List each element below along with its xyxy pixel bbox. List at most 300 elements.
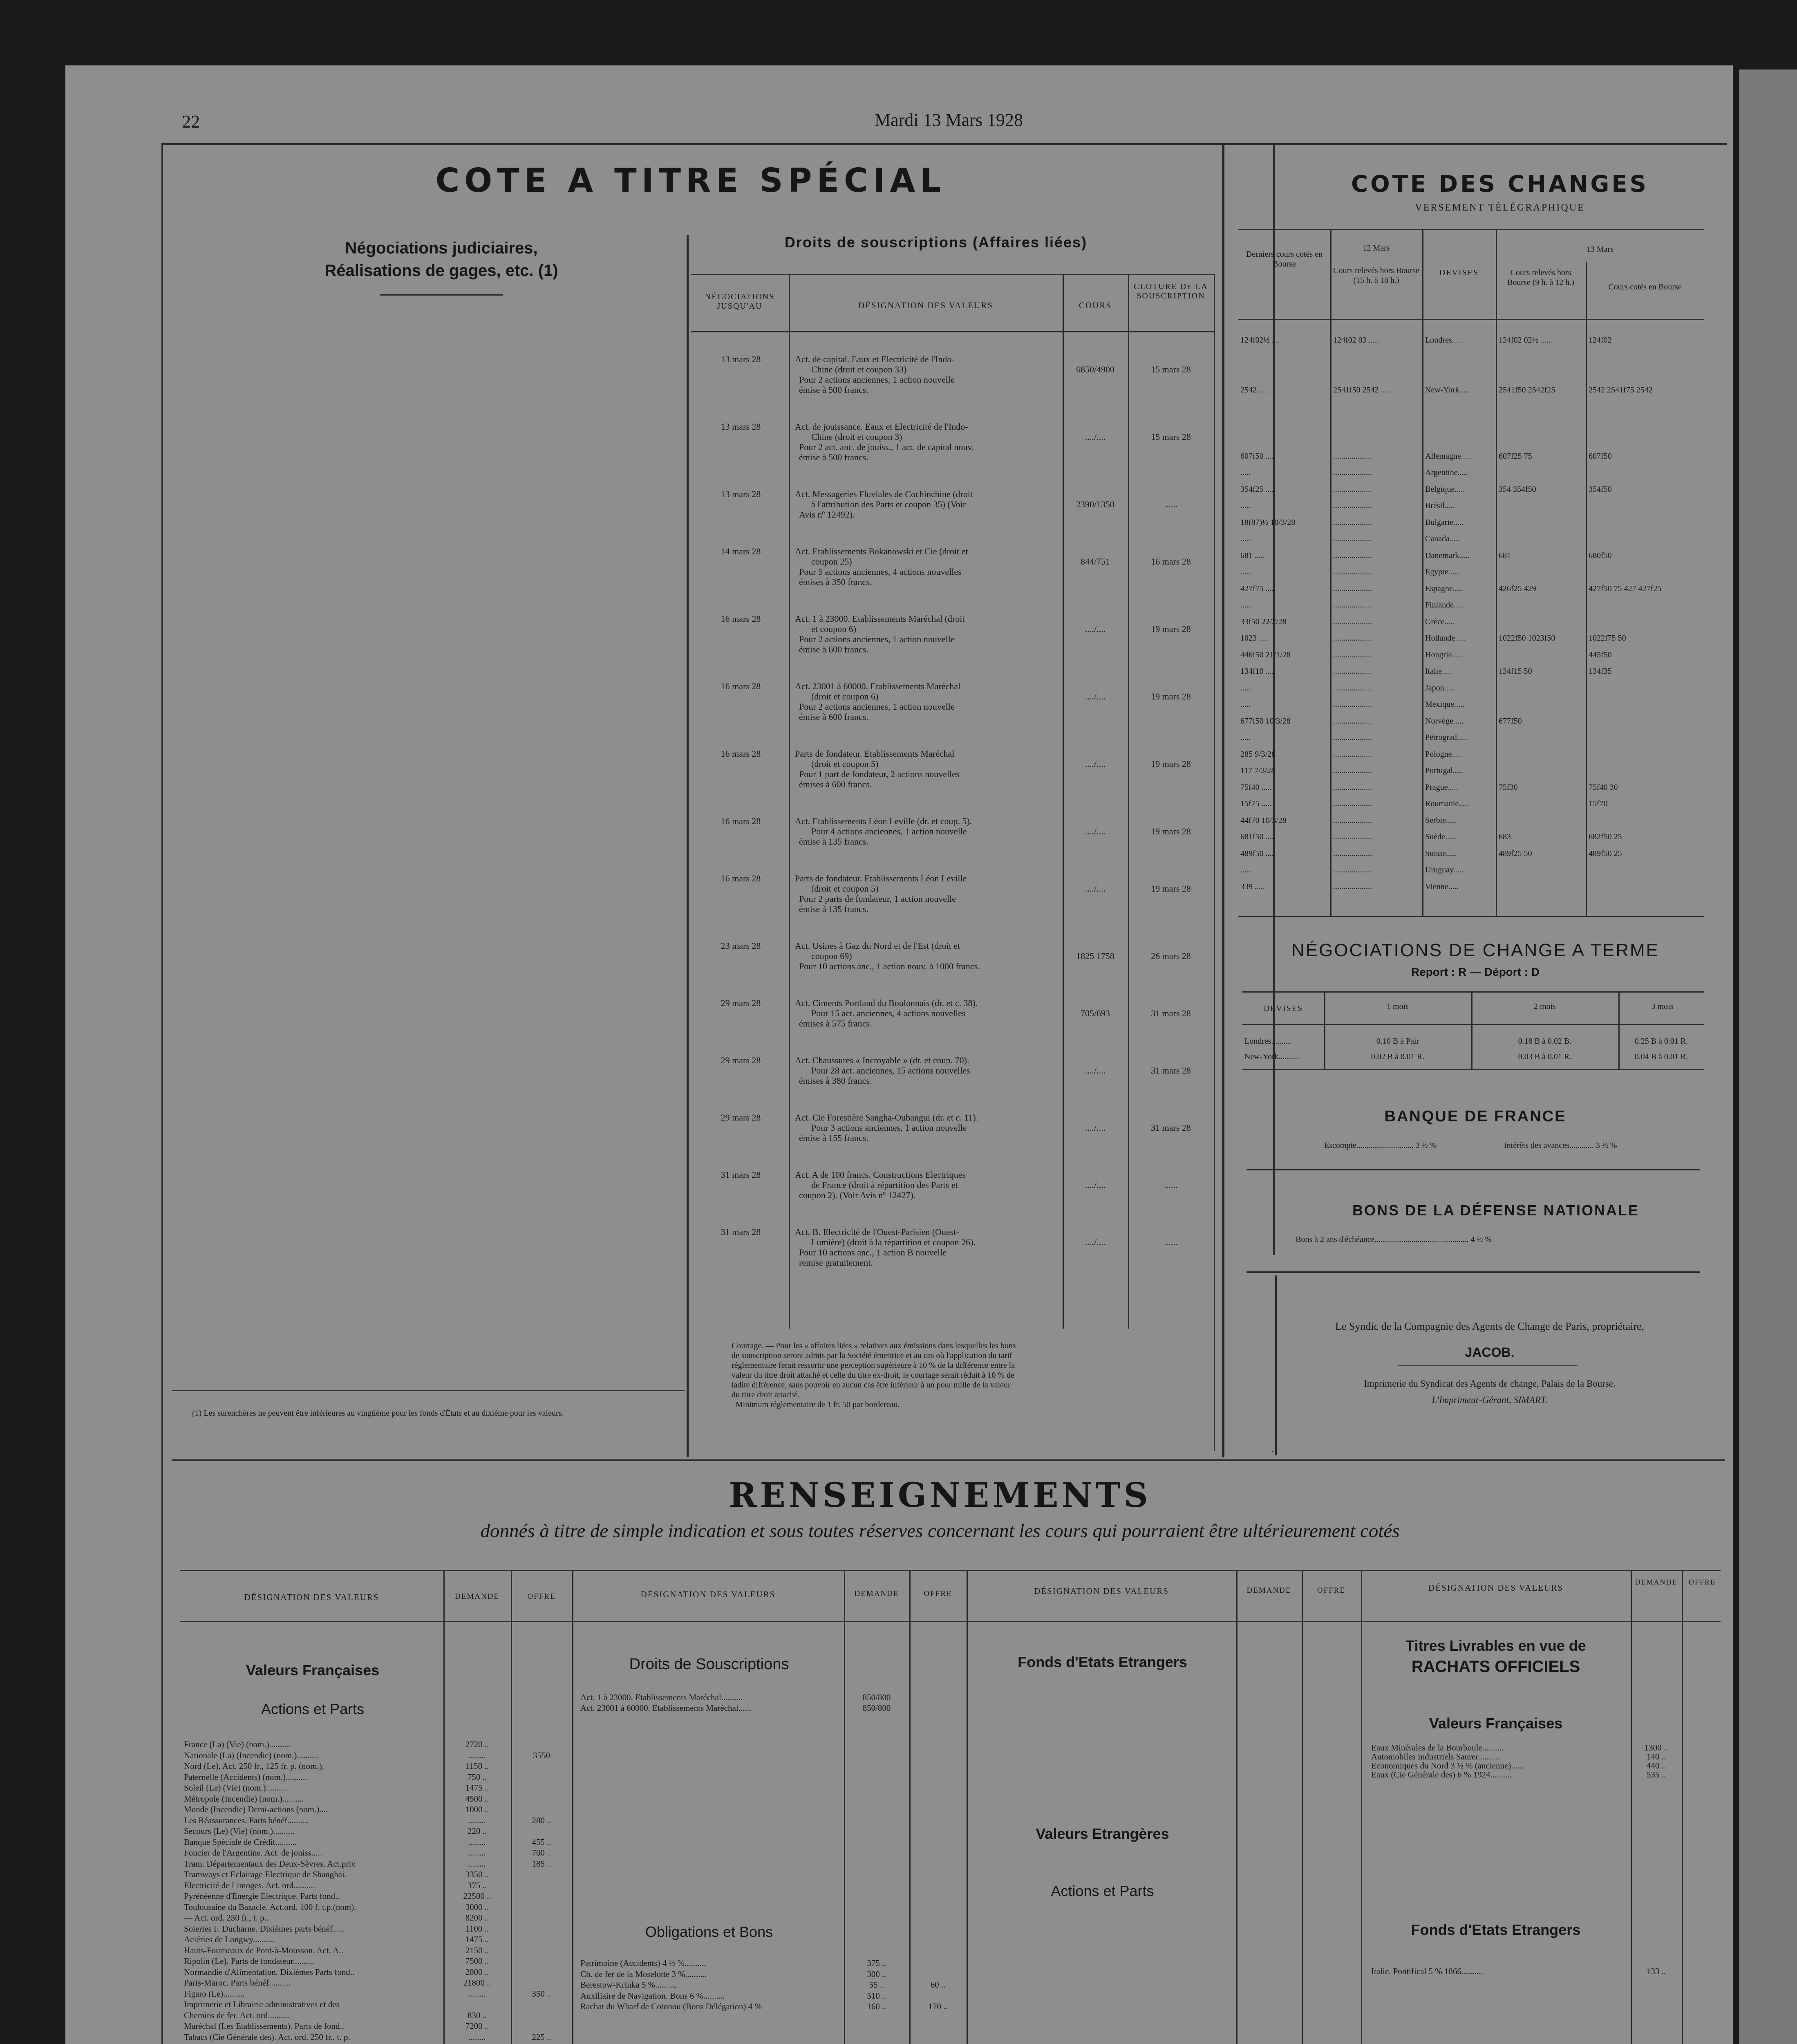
- rens-item-name: Ch. de fer de la Moselotte 3 %..........: [580, 1969, 707, 1979]
- changes-13mars-hors: 1022f50 1023f50: [1499, 634, 1555, 643]
- changes-13mars-cotes: 2542 2541f75 2542: [1589, 385, 1653, 394]
- changes-12mars: ...................: [1333, 484, 1372, 494]
- droits-designation-line: Pour 2 actions anciennes, 1 action nouvelle: [799, 634, 955, 644]
- droits-date: 16 mars 28: [721, 681, 761, 691]
- droits-designation-line: Act. de jouissance. Eaux et Electricité de l'Indo-: [795, 421, 968, 432]
- rens-rule-b2: [909, 1570, 911, 2044]
- changes-devise: Uruguay.....: [1425, 865, 1464, 874]
- terme-header-rule: [1242, 1024, 1704, 1025]
- changes-13mars-cotes: 445f50: [1589, 650, 1612, 659]
- rens-item-name: France (La) (Vie) (nom.)..........: [184, 1739, 291, 1749]
- droits-date: 16 mars 28: [721, 614, 761, 624]
- changes-col-rule-1: [1330, 229, 1332, 916]
- rens-item-offre: 225 ..: [532, 2032, 551, 2042]
- col-designation: DÉSIGNATION DES VALEURS: [858, 300, 993, 310]
- c3-actions-parts-heading: Actions et Parts: [1051, 1883, 1154, 1899]
- changes-devise: New-York.....: [1425, 385, 1470, 394]
- droits-cours: ..../....: [1085, 1180, 1106, 1190]
- rens-item-name: Chemins de fer. Act. ord..........: [184, 2010, 289, 2020]
- rens-col-demande-2: DEMANDE: [854, 1589, 899, 1598]
- changes-derniers: 677f50 10/3/28: [1240, 716, 1291, 726]
- rens-col-desig-3: DÉSIGNATION DES VALEURS: [1034, 1586, 1169, 1596]
- rens-item-name: Economiques du Nord 3 ½ % (ancienne)......: [1371, 1761, 1524, 1771]
- changes-devise: Japon.....: [1425, 683, 1455, 693]
- rens-item-demande: 160 ..: [867, 2001, 886, 2011]
- rens-item-name: Monde (Incendie) Demi-actions (nom.)....: [184, 1804, 328, 1814]
- rens-item-demande: ........: [468, 1858, 486, 1869]
- courtage-line: de souscription seront admis par la Société émettrice et au cas où l'application du tarif: [732, 1351, 1012, 1360]
- droits-top-rule: [691, 274, 1214, 275]
- changes-derniers: 607f50 .....: [1240, 451, 1276, 461]
- droits-designation-line: de France (droit à répartition des Parts et: [811, 1180, 958, 1190]
- changes-13mars-cotes: 682f50 25: [1589, 832, 1622, 841]
- droits-designation-line: Lumière) (droit à la répartition et coupon 26).: [811, 1237, 976, 1247]
- changes-12mars: ...................: [1333, 733, 1372, 742]
- changes-derniers: 285 9/3/28: [1240, 749, 1276, 759]
- col-12mars: 12 Mars: [1363, 244, 1390, 253]
- left-subdivider: [687, 235, 689, 1457]
- changes-13mars-cotes: 1022f75 50: [1589, 634, 1626, 643]
- changes-13mars-cotes: 134f35: [1589, 667, 1612, 676]
- droits-col-rule-1: [789, 274, 790, 1329]
- rens-rule-d2: [1682, 1570, 1683, 2044]
- changes-derniers: 427f75 .....: [1240, 584, 1276, 593]
- top-rule: [161, 143, 1727, 145]
- changes-12mars: ...................: [1333, 799, 1372, 808]
- rens-item-demande: 375 ..: [867, 1958, 886, 1968]
- courtage-line: Courtage. — Pour les « affaires liées » relatives aux émissions dans lesquelles les bons: [732, 1341, 1016, 1350]
- rens-item-name: Berestow-Krinka 5 %..........: [580, 1980, 677, 1990]
- terme-1mois: 0.02 B à 0.01 R.: [1371, 1052, 1425, 1061]
- changes-13mars-cotes: 75f40 30: [1589, 782, 1618, 792]
- changes-devise: Espagne.....: [1425, 584, 1463, 593]
- droits-date: 31 mars 28: [721, 1227, 761, 1237]
- rens-item-demande: 850/800: [862, 1703, 891, 1713]
- rens-item-name: Act. 1 à 23000. Etablissements Maréchal..........: [580, 1692, 743, 1702]
- droits-designation-line: Act. 1 à 23000. Etablissements Maréchal (droit: [795, 614, 965, 624]
- rens-col-demande-4: DEMANDE: [1635, 1578, 1678, 1586]
- col-cloture: CLOTURE DE LA SOUSCRIPTION: [1134, 282, 1208, 300]
- droits-cloture: 31 mars 28: [1151, 1008, 1191, 1018]
- changes-derniers: .....: [1240, 468, 1251, 477]
- rens-item-name: Aciéries de Longwy..........: [184, 1934, 275, 1944]
- rens-item-name: Pyrénéenne d'Energie Electrique. Parts fond..: [184, 1891, 340, 1901]
- terme-devise: Londres..........: [1244, 1037, 1292, 1046]
- changes-devise: Norvège.....: [1425, 716, 1464, 726]
- droits-right-rule: [1214, 274, 1215, 1451]
- droits-cloture: 15 mars 28: [1151, 432, 1191, 442]
- courtage-line: du titre droit attaché.: [732, 1390, 800, 1399]
- changes-12mars: ...................: [1333, 749, 1372, 759]
- rens-item-demande: 375 ..: [467, 1880, 487, 1890]
- droits-designation-line: émises à 380 francs.: [799, 1076, 872, 1086]
- changes-12mars: ...................: [1333, 700, 1372, 709]
- changes-12mars: ...................: [1333, 551, 1372, 560]
- banque-escompte: Escompte............................ 3 ½ %: [1324, 1141, 1437, 1150]
- c1-actions-parts: Actions et Parts: [261, 1701, 365, 1717]
- cote-special-title: COTE A TITRE SPÉCIAL: [435, 161, 946, 199]
- rens-item-demande: 22500 ..: [463, 1891, 491, 1901]
- changes-derniers: .....: [1240, 501, 1251, 510]
- terme-col-3mois: 3 mois: [1651, 1002, 1674, 1011]
- droits-date: 16 mars 28: [721, 873, 761, 883]
- rens-item-name: Les Réassurances. Parts bénéf..........: [184, 1815, 309, 1825]
- droits-designation-line: Parts de fondateur. Etablissements Maréchal: [795, 749, 955, 759]
- spacer: [1272, 1451, 1273, 1452]
- droits-designation-line: Chine (droit et coupon 33): [811, 364, 907, 374]
- c2-obligations-heading: Obligations et Bons: [645, 1923, 773, 1940]
- rens-item-offre: 700 ..: [532, 1848, 551, 1858]
- terme-3mois: 0.04 B à 0.01 R.: [1634, 1052, 1688, 1061]
- bons-title: BONS DE LA DÉFENSE NATIONALE: [1352, 1202, 1640, 1219]
- changes-derniers: 1023 .....: [1240, 634, 1269, 643]
- rens-item-demande: 510 ..: [867, 1990, 886, 2001]
- changes-13mars-hors: 75f30: [1499, 782, 1518, 792]
- changes-devise: Serbie.....: [1425, 816, 1457, 825]
- droits-designation-line: Act. de capital. Eaux et Electricité de l'Indo-: [795, 354, 955, 364]
- changes-derniers: 44f70 10/3/28: [1240, 816, 1287, 825]
- terme-col-2mois: 2 mois: [1534, 1002, 1556, 1011]
- rens-item-demande: 1475 ..: [465, 1934, 489, 1944]
- changes-devise: Suisse.....: [1425, 849, 1457, 858]
- droits-cours: ..../....: [1085, 883, 1106, 894]
- col-13mars-sub1: Cours relevés hors Bourse (9 h. à 12 h.): [1507, 268, 1574, 287]
- changes-12mars: 2541f50 2542 .....: [1333, 385, 1391, 394]
- terme-devise: New-York..........: [1244, 1052, 1299, 1061]
- rens-item-name: Tramways et Eclairage Electrique de Shanghai.: [184, 1869, 347, 1879]
- negociations-heading: Négociations judiciaires,: [345, 239, 538, 257]
- changes-bottom-rule: [1238, 916, 1704, 917]
- droits-date: 16 mars 28: [721, 749, 761, 759]
- terme-col-1mois: 1 mois: [1387, 1002, 1409, 1011]
- changes-subtitle: VERSEMENT TÉLÉGRAPHIQUE: [1415, 202, 1585, 213]
- changes-devise: Canada.....: [1425, 534, 1460, 543]
- rens-item-demande: 140 ..: [1646, 1752, 1666, 1762]
- rens-item-demande: 830 ..: [467, 2010, 487, 2020]
- changes-12mars: ...................: [1333, 601, 1372, 610]
- realisations-heading: Réalisations de gages, etc. (1): [324, 262, 558, 280]
- col-13mars: 13 Mars: [1586, 245, 1614, 254]
- rens-col-offre-3: OFFRE: [1317, 1586, 1346, 1595]
- droits-designation-line: émise à 500 francs.: [799, 385, 868, 395]
- droits-cloture: ......: [1164, 1237, 1178, 1247]
- rens-item-demande: 8200 ..: [465, 1913, 489, 1923]
- droits-designation-line: Act. Etablissements Léon Leville (dr. et coup. 5).: [795, 816, 972, 826]
- rens-rule-a1: [443, 1570, 445, 2044]
- changes-derniers: 2542 .....: [1240, 385, 1269, 394]
- rens-item-demande: 750 ..: [467, 1772, 487, 1782]
- rens-item-demande: 3000 ..: [465, 1902, 489, 1912]
- droits-designation-line: Pour 10 actions anc., 1 action B nouvelle: [799, 1247, 947, 1257]
- droits-cours: 844/751: [1080, 556, 1110, 567]
- changes-derniers: 681f50 .....: [1240, 832, 1276, 841]
- rens-item-demande: ........: [468, 1750, 486, 1760]
- rens-item-demande: 133 ..: [1646, 1966, 1666, 1976]
- droits-designation-line: Act. Chaussures « Incroyable » (dr. et coup. 70).: [795, 1055, 969, 1065]
- col-12mars-sub: Cours relevés hors Bourse (15 h. à 18 h.): [1333, 266, 1419, 285]
- rens-item-demande: ........: [468, 1988, 486, 1999]
- droits-designation-line: Pour 28 act. anciennes, 15 actions nouvelles: [811, 1065, 970, 1076]
- rens-item-offre: 170 ..: [928, 2001, 948, 2011]
- rens-item-name: Eaux (Cie Générale des) 6 % 1924..........: [1371, 1770, 1512, 1780]
- droits-date: 16 mars 28: [721, 816, 761, 826]
- rens-header-bottom-rule: [180, 1621, 1721, 1622]
- changes-12mars: ...................: [1333, 683, 1372, 693]
- droits-designation-line: Act. Ciments Portland du Boulonnais (dr. et c. 38).: [795, 998, 978, 1008]
- changes-devise: Portugal.....: [1425, 766, 1463, 775]
- c4-titres-livrables: Titres Livrables en vue de: [1405, 1637, 1586, 1654]
- changes-derniers: 117 7/3/28: [1240, 766, 1276, 775]
- rens-item-offre: 185 ..: [532, 1858, 551, 1869]
- droits-designation-line: Chine (droit et coupon 3): [811, 432, 902, 442]
- droits-designation-line: Avis nº 12492).: [799, 509, 855, 520]
- droits-date: 13 mars 28: [721, 421, 761, 432]
- rens-rule-a2: [511, 1570, 512, 2044]
- droits-designation-line: Act. 23001 à 60000. Etablissements Maréchal: [795, 681, 961, 691]
- droits-designation-line: coupon 25): [811, 556, 852, 567]
- rens-item-demande: 7500 ..: [465, 1956, 489, 1966]
- droits-date: 14 mars 28: [721, 546, 761, 556]
- droits-designation-line: remise gratuitement.: [799, 1257, 873, 1268]
- rens-item-demande: ........: [468, 1837, 486, 1847]
- c2-droits-heading: Droits de Souscriptions: [629, 1656, 789, 1673]
- col-devises: DEVISES: [1439, 268, 1479, 277]
- rens-item-name: Toulousaine du Bazacle. Act.ord. 100 f. t.p.(nom).: [184, 1902, 356, 1912]
- changes-12mars: ...................: [1333, 865, 1372, 874]
- rens-item-demande: 535 ..: [1646, 1770, 1666, 1780]
- changes-derniers: 446f50 21/1/28: [1240, 650, 1291, 659]
- changes-12mars: ...................: [1333, 782, 1372, 792]
- rens-item-name: Figaro (Le)..........: [184, 1988, 245, 1999]
- rens-item-demande: 1000 ..: [465, 1804, 489, 1814]
- droits-designation-line: Act. A de 100 francs. Constructions Electriques: [795, 1170, 966, 1180]
- changes-12mars: 124f02 03 .....: [1333, 336, 1379, 345]
- rens-item-demande: 1300 ..: [1644, 1743, 1668, 1753]
- changes-12mars: ...................: [1333, 816, 1372, 825]
- droits-cloture: 19 mars 28: [1151, 624, 1191, 634]
- rens-item-name: Tabacs (Cie Générale des). Act. ord. 250 fr., t. p.: [184, 2032, 350, 2042]
- droits-designation-line: à l'attribution des Parts et coupon 35) (Voir: [811, 499, 966, 509]
- droits-cloture: 19 mars 28: [1151, 883, 1191, 894]
- droits-cours: 705/693: [1080, 1008, 1110, 1018]
- rens-item-offre: 350 ..: [532, 1988, 551, 1999]
- terme-subtitle: Report : R — Déport : D: [1411, 966, 1540, 978]
- rens-rule-d1: [1631, 1570, 1632, 2044]
- droits-cours: 1825 1758: [1076, 951, 1114, 961]
- droits-designation-line: Act. Usines à Gaz du Nord et de l'Est (droit et: [795, 941, 960, 951]
- droits-col-rule-3: [1128, 274, 1129, 1329]
- droits-cloture: 19 mars 28: [1151, 691, 1191, 702]
- rens-rule-c2: [1302, 1570, 1303, 2044]
- changes-devise: Suède.....: [1425, 832, 1455, 841]
- droits-designation-line: émise à 155 francs.: [799, 1133, 868, 1143]
- changes-devise: Pétrograd.....: [1425, 733, 1467, 742]
- changes-top-rule: [1238, 229, 1704, 230]
- droits-designation-line: émises à 575 francs.: [799, 1018, 872, 1029]
- changes-devise: Grèce.....: [1425, 617, 1455, 626]
- rens-rule-a3: [572, 1570, 573, 2044]
- terme-col-devises: DEVISES: [1263, 1004, 1303, 1013]
- changes-13mars-hors: 134f15 50: [1499, 667, 1532, 676]
- changes-13mars-hors: 677f50: [1499, 716, 1522, 726]
- droits-cloture: 16 mars 28: [1151, 556, 1191, 567]
- droits-designation-line: et coupon 6): [811, 624, 856, 634]
- droits-designation-line: Pour 2 act. anc. de jouiss., 1 act. de capital nouv.: [799, 442, 974, 452]
- droits-designation-line: émise à 600 francs.: [799, 644, 868, 654]
- changes-derniers: 33f50 22/2/28: [1240, 617, 1287, 626]
- rens-col-desig-2: DÉSIGNATION DES VALEURS: [640, 1589, 776, 1599]
- droits-cloture: 31 mars 28: [1151, 1123, 1191, 1133]
- footnote-rule: [172, 1390, 685, 1391]
- droits-date: 29 mars 28: [721, 998, 761, 1008]
- rens-col-offre-4: OFFRE: [1688, 1578, 1716, 1586]
- rens-item-name: Imprimerie et Librairie administratives et des: [184, 1999, 340, 2009]
- droits-designation-line: (droit et coupon 5): [811, 883, 879, 894]
- droits-designation-line: (droit et coupon 6): [811, 691, 879, 702]
- changes-derniers: 15f75 .....: [1240, 799, 1272, 808]
- rens-item-name: — Act. ord. 250 fr., t. p..: [184, 1913, 269, 1923]
- rens-item-name: Automobiles Industriels Saurer..........: [1371, 1752, 1499, 1762]
- changes-13mars-hors: 354 354f50: [1499, 484, 1536, 494]
- changes-12mars: ...................: [1333, 518, 1372, 527]
- changes-derniers: .....: [1240, 733, 1251, 742]
- changes-devise: Roumanie.....: [1425, 799, 1469, 808]
- banque-title: BANQUE DE FRANCE: [1384, 1108, 1567, 1125]
- rens-item-name: Paternelle (Accidents) (nom.)..........: [184, 1772, 307, 1782]
- rens-item-name: Foncier de l'Argentine. Act. de jouiss.....: [184, 1848, 322, 1858]
- rens-item-demande: 220 ..: [467, 1826, 487, 1836]
- changes-derniers: 134f10 .....: [1240, 667, 1276, 676]
- droits-designation-line: émise à 135 francs.: [799, 904, 868, 914]
- droits-cloture: ......: [1164, 1180, 1178, 1190]
- changes-devise: Allemagne.....: [1425, 451, 1471, 461]
- changes-devise: Danemark.....: [1425, 551, 1470, 560]
- rens-item-demande: 440 ..: [1646, 1761, 1666, 1771]
- changes-devise: Belgique.....: [1425, 484, 1465, 494]
- droits-designation-line: (droit et coupon 5): [811, 759, 879, 769]
- changes-derniers: .....: [1240, 700, 1251, 709]
- syndic-name: JACOB.: [1465, 1345, 1515, 1360]
- changes-derniers: 354f25 .....: [1240, 484, 1276, 494]
- col-derniers: Derniers cours cotés en Bourse: [1246, 250, 1323, 269]
- rens-item-demande: 1100 ..: [465, 1923, 489, 1934]
- rens-col-desig-4: DÉSIGNATION DES VALEURS: [1428, 1583, 1563, 1593]
- changes-12mars: ...................: [1333, 882, 1372, 891]
- terme-col-rule-1: [1324, 991, 1325, 1069]
- droits-date: 13 mars 28: [721, 489, 761, 499]
- changes-13mars-cotes: 354f50: [1589, 484, 1612, 494]
- rens-item-demande: 1475 ..: [465, 1783, 489, 1793]
- changes-13mars-cotes: 124f02: [1589, 336, 1612, 345]
- page-number: 22: [182, 112, 200, 132]
- changes-13mars-cotes: 489f50 25: [1589, 849, 1622, 858]
- rens-item-name: Banque Spéciale de Crédit..........: [184, 1837, 297, 1847]
- droits-cours: ..../....: [1085, 1065, 1106, 1076]
- terme-2mois: 0.03 B à 0.01 R.: [1518, 1052, 1572, 1061]
- changes-13mars-hors: 426f25 429: [1499, 584, 1536, 593]
- rens-item-demande: 3350 ..: [465, 1869, 489, 1879]
- droits-cours: ..../....: [1085, 826, 1106, 836]
- droits-designation-line: Act. Cie Forestière Sangha-Oubangui (dr. et c. 11).: [795, 1112, 978, 1123]
- changes-12mars: ...................: [1333, 667, 1372, 676]
- col-13mars-sub2: Cours cotés en Bourse: [1608, 282, 1682, 291]
- droits-designation-line: Pour 15 act. anciennes, 4 actions nouvelles: [811, 1008, 966, 1018]
- droits-designation-line: émises à 350 francs.: [799, 577, 872, 587]
- col-negociations: NÉGOCIATIONS JUSQU'AU: [705, 292, 775, 311]
- changes-13mars-cotes: 15f70: [1589, 799, 1608, 808]
- rens-item-name: Auxiliaire de Navigation. Bons 6 %..........: [580, 1990, 725, 2001]
- bons-rule: [1246, 1271, 1700, 1273]
- rens-item-demande: 7200 ..: [465, 2021, 489, 2031]
- rens-col-desig-1: DÉSIGNATION DES VALEURS: [244, 1592, 379, 1602]
- changes-13mars-hors: 489f25 50: [1499, 849, 1532, 858]
- droits-designation-line: Pour 4 actions anciennes, 1 action nouvelle: [811, 826, 967, 836]
- changes-devise: Brésil.....: [1425, 501, 1455, 510]
- changes-12mars: ...................: [1333, 501, 1372, 510]
- changes-devise: Mexique.....: [1425, 700, 1465, 709]
- changes-left-rule: [1273, 143, 1275, 1255]
- left-frame-rule: [161, 143, 163, 2044]
- column-divider: [1222, 143, 1224, 1457]
- terme-title: NÉGOCIATIONS DE CHANGE A TERME: [1291, 940, 1660, 960]
- rens-header-top-rule: [180, 1570, 1721, 1571]
- changes-12mars: ...................: [1333, 451, 1372, 461]
- changes-12mars: ...................: [1333, 468, 1372, 477]
- changes-devise: Italie.....: [1425, 667, 1452, 676]
- droits-designation-line: Act. Messageries Fluviales de Cochinchine (droit: [795, 489, 973, 499]
- changes-13mars-hors: 607f25 75: [1499, 451, 1532, 461]
- changes-devise: Egypte.....: [1425, 567, 1459, 576]
- rens-item-name: Maréchal (Les Etablissements). Parts de fond..: [184, 2021, 344, 2031]
- banque-rule: [1246, 1169, 1700, 1170]
- changes-col-rule-4: [1586, 262, 1587, 916]
- rens-item-name: Soieries F. Ducharne. Dixièmes parts bénéf.....: [184, 1923, 344, 1934]
- rens-rule-c1: [1236, 1570, 1238, 2044]
- rens-item-name: Ripolin (Le). Parts de fondateur..........: [184, 1956, 315, 1966]
- rens-item-demande: 55 ..: [869, 1980, 884, 1990]
- c3-fonds-heading: Fonds d'Etats Etrangers: [1018, 1654, 1187, 1670]
- changes-title: COTE DES CHANGES: [1351, 171, 1649, 197]
- rens-rule-b3: [967, 1570, 968, 2044]
- courtage-line: réglementaire ferait ressortir une perception supérieure à 10 % de la différence entre la: [732, 1361, 1015, 1370]
- changes-devise: Prague.....: [1425, 782, 1458, 792]
- changes-derniers: .....: [1240, 865, 1251, 874]
- droits-designation-line: Pour 2 actions anciennes, 1 action nouvelle: [799, 702, 955, 712]
- changes-derniers: 339 .....: [1240, 882, 1265, 891]
- changes-devise: Vienne.....: [1425, 882, 1459, 891]
- rens-col-offre-1: OFFRE: [527, 1592, 556, 1601]
- rens-item-demande: 2800 ..: [465, 1967, 489, 1977]
- changes-derniers: 681 .....: [1240, 551, 1265, 560]
- courtage-note: [732, 1341, 1222, 1410]
- rens-item-demande: 21800 ..: [463, 1978, 491, 1988]
- changes-13mars-hors: 124f02 02½ .....: [1499, 336, 1551, 345]
- rens-item-name: Hauts-Fourneaux de Pont-à-Mousson. Act. A..: [184, 1945, 343, 1955]
- droits-date: 13 mars 28: [721, 354, 761, 364]
- changes-12mars: ...................: [1333, 716, 1372, 726]
- changes-devise: Hollande.....: [1425, 634, 1466, 643]
- droits-date: 29 mars 28: [721, 1055, 761, 1065]
- droits-designation-line: émise à 500 francs.: [799, 452, 868, 462]
- droits-cloture: 19 mars 28: [1151, 759, 1191, 769]
- terme-bottom-rule: [1242, 1069, 1704, 1070]
- rens-item-demande: 4500 ..: [465, 1793, 489, 1804]
- imprimerie-line: Imprimerie du Syndicat des Agents de change, Palais de la Bourse.: [1364, 1378, 1616, 1389]
- rens-col-demande-1: DEMANDE: [455, 1592, 499, 1601]
- droits-designation-line: Pour 1 part de fondateur, 2 actions nouvelles: [799, 769, 960, 779]
- rens-item-name: Soleil (Le) (Vie) (nom.)..........: [184, 1783, 288, 1793]
- c3-valeurs-etrangeres-heading: Valeurs Etrangères: [1036, 1825, 1169, 1842]
